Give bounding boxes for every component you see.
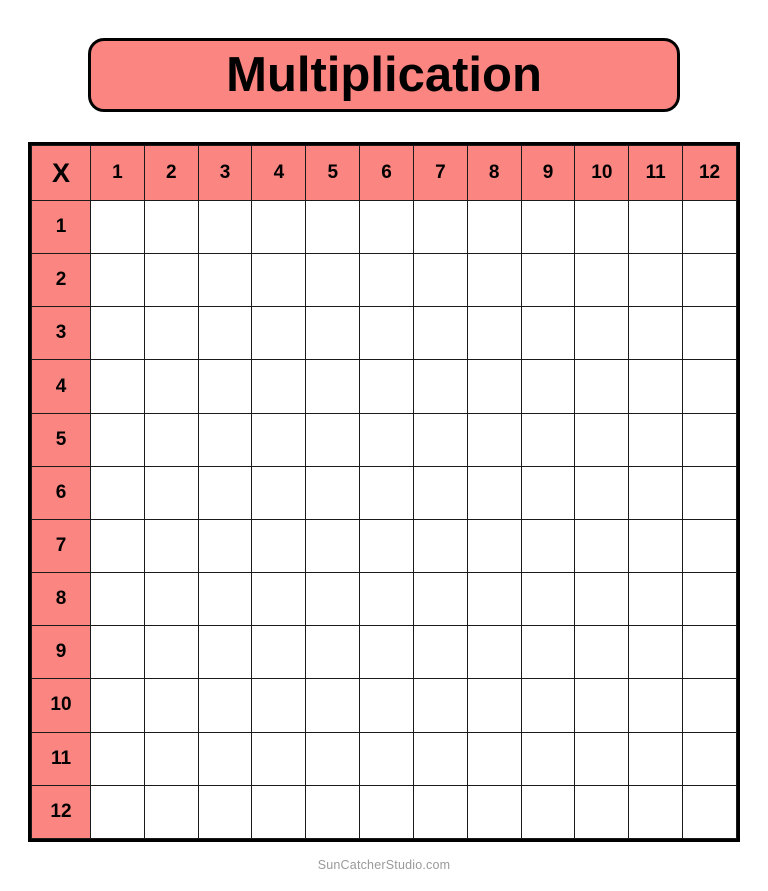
- grid-cell-7-4[interactable]: [252, 519, 306, 572]
- column-header-4: 4: [252, 146, 306, 201]
- grid-cell-9-8[interactable]: [467, 626, 521, 679]
- grid-cell-3-9[interactable]: [521, 307, 575, 360]
- grid-cell-6-9[interactable]: [521, 466, 575, 519]
- row-header-5: 5: [32, 413, 91, 466]
- row-header-4: 4: [32, 360, 91, 413]
- column-header-3: 3: [198, 146, 252, 201]
- grid-cell-5-1[interactable]: [91, 413, 145, 466]
- grid-cell-11-6[interactable]: [360, 732, 414, 785]
- grid-cell-11-4[interactable]: [252, 732, 306, 785]
- grid-cell-3-10[interactable]: [575, 307, 629, 360]
- column-header-7: 7: [413, 146, 467, 201]
- grid-cell-1-6[interactable]: [360, 201, 414, 254]
- grid-cell-9-5[interactable]: [306, 626, 360, 679]
- grid-cell-5-6[interactable]: [360, 413, 414, 466]
- table-row: [32, 201, 737, 254]
- column-header-11: 11: [629, 146, 683, 201]
- grid-cell-8-2[interactable]: [144, 573, 198, 626]
- grid-cell-10-12[interactable]: [683, 679, 737, 732]
- grid-cell-9-3[interactable]: [198, 626, 252, 679]
- grid-cell-6-2[interactable]: [144, 466, 198, 519]
- grid-cell-5-10[interactable]: [575, 413, 629, 466]
- grid-cell-11-9[interactable]: [521, 732, 575, 785]
- grid-cell-4-7[interactable]: [413, 360, 467, 413]
- page-title: Multiplication: [226, 47, 542, 102]
- row-header-9: 9: [32, 626, 91, 679]
- grid-cell-3-4[interactable]: [252, 307, 306, 360]
- grid-cell-8-1[interactable]: [91, 573, 145, 626]
- table-row: [32, 519, 737, 572]
- grid-cell-9-11[interactable]: [629, 626, 683, 679]
- row-header-2: 2: [32, 254, 91, 307]
- footer-attribution: SunCatcherStudio.com: [317, 858, 451, 872]
- grid-cell-9-2[interactable]: [144, 626, 198, 679]
- grid-cell-1-5[interactable]: [306, 201, 360, 254]
- grid-cell-3-7[interactable]: [413, 307, 467, 360]
- grid-cell-10-4[interactable]: [252, 679, 306, 732]
- grid-cell-4-4[interactable]: [252, 360, 306, 413]
- grid-cell-1-8[interactable]: [467, 201, 521, 254]
- grid-cell-12-10[interactable]: [575, 785, 629, 838]
- grid-cell-2-9[interactable]: [521, 254, 575, 307]
- grid-cell-5-9[interactable]: [521, 413, 575, 466]
- grid-cell-6-12[interactable]: [683, 466, 737, 519]
- table-row: [32, 626, 737, 679]
- grid-cell-9-4[interactable]: [252, 626, 306, 679]
- grid-cell-6-7[interactable]: [413, 466, 467, 519]
- grid-cell-5-11[interactable]: [629, 413, 683, 466]
- column-header-5: 5: [306, 146, 360, 201]
- grid-cell-3-12[interactable]: [683, 307, 737, 360]
- grid-cell-11-1[interactable]: [91, 732, 145, 785]
- grid-body: [32, 201, 737, 839]
- grid-cell-8-8[interactable]: [467, 573, 521, 626]
- grid-cell-2-3[interactable]: [198, 254, 252, 307]
- grid-cell-7-3[interactable]: [198, 519, 252, 572]
- table-row: [32, 413, 737, 466]
- grid-cell-4-10[interactable]: [575, 360, 629, 413]
- grid-cell-11-12[interactable]: [683, 732, 737, 785]
- grid-cell-11-5[interactable]: [306, 732, 360, 785]
- grid-cell-6-11[interactable]: [629, 466, 683, 519]
- grid-cell-2-6[interactable]: [360, 254, 414, 307]
- grid-cell-8-11[interactable]: [629, 573, 683, 626]
- grid-cell-9-9[interactable]: [521, 626, 575, 679]
- grid-cell-7-12[interactable]: [683, 519, 737, 572]
- column-header-2: 2: [144, 146, 198, 201]
- table-row: [32, 360, 737, 413]
- grid-cell-2-2[interactable]: [144, 254, 198, 307]
- grid-cell-3-11[interactable]: [629, 307, 683, 360]
- column-header-9: 9: [521, 146, 575, 201]
- grid-cell-7-5[interactable]: [306, 519, 360, 572]
- table-row: [32, 466, 737, 519]
- grid-cell-8-4[interactable]: [252, 573, 306, 626]
- grid-cell-5-7[interactable]: [413, 413, 467, 466]
- grid-cell-11-11[interactable]: [629, 732, 683, 785]
- grid-cell-12-4[interactable]: [252, 785, 306, 838]
- grid-cell-8-12[interactable]: [683, 573, 737, 626]
- grid-cell-3-6[interactable]: [360, 307, 414, 360]
- grid-cell-12-7[interactable]: [413, 785, 467, 838]
- grid-cell-10-3[interactable]: [198, 679, 252, 732]
- grid-cell-7-1[interactable]: [91, 519, 145, 572]
- column-header-6: 6: [360, 146, 414, 201]
- grid-cell-11-8[interactable]: [467, 732, 521, 785]
- grid-cell-1-10[interactable]: [575, 201, 629, 254]
- grid-cell-12-8[interactable]: [467, 785, 521, 838]
- grid-cell-1-11[interactable]: [629, 201, 683, 254]
- grid-cell-3-2[interactable]: [144, 307, 198, 360]
- grid-cell-6-5[interactable]: [306, 466, 360, 519]
- grid-cell-9-7[interactable]: [413, 626, 467, 679]
- grid-cell-2-5[interactable]: [306, 254, 360, 307]
- multiplication-grid-container: [28, 142, 740, 842]
- grid-cell-12-12[interactable]: [683, 785, 737, 838]
- grid-cell-12-1[interactable]: [91, 785, 145, 838]
- row-header-1: 1: [32, 201, 91, 254]
- grid-cell-2-8[interactable]: [467, 254, 521, 307]
- grid-cell-5-2[interactable]: [144, 413, 198, 466]
- grid-cell-7-8[interactable]: [467, 519, 521, 572]
- grid-cell-6-8[interactable]: [467, 466, 521, 519]
- grid-cell-11-10[interactable]: [575, 732, 629, 785]
- grid-cell-1-7[interactable]: [413, 201, 467, 254]
- grid-cell-12-3[interactable]: [198, 785, 252, 838]
- grid-cell-8-5[interactable]: [306, 573, 360, 626]
- table-row: [32, 254, 737, 307]
- grid-cell-3-5[interactable]: [306, 307, 360, 360]
- grid-cell-2-1[interactable]: [91, 254, 145, 307]
- grid-cell-9-12[interactable]: [683, 626, 737, 679]
- table-row: [32, 573, 737, 626]
- grid-cell-8-6[interactable]: [360, 573, 414, 626]
- grid-header-row: [32, 146, 737, 201]
- grid-cell-12-5[interactable]: [306, 785, 360, 838]
- grid-cell-10-8[interactable]: [467, 679, 521, 732]
- grid-cell-5-4[interactable]: [252, 413, 306, 466]
- column-header-1: 1: [91, 146, 145, 201]
- grid-cell-5-3[interactable]: [198, 413, 252, 466]
- grid-cell-3-3[interactable]: [198, 307, 252, 360]
- grid-cell-10-10[interactable]: [575, 679, 629, 732]
- grid-cell-3-8[interactable]: [467, 307, 521, 360]
- grid-cell-4-2[interactable]: [144, 360, 198, 413]
- grid-cell-1-1[interactable]: [91, 201, 145, 254]
- grid-cell-4-6[interactable]: [360, 360, 414, 413]
- grid-cell-12-2[interactable]: [144, 785, 198, 838]
- grid-cell-7-10[interactable]: [575, 519, 629, 572]
- title-banner: [88, 38, 680, 112]
- grid-cell-2-11[interactable]: [629, 254, 683, 307]
- grid-cell-3-1[interactable]: [91, 307, 145, 360]
- grid-cell-7-7[interactable]: [413, 519, 467, 572]
- grid-cell-11-7[interactable]: [413, 732, 467, 785]
- grid-cell-5-12[interactable]: [683, 413, 737, 466]
- grid-cell-4-12[interactable]: [683, 360, 737, 413]
- grid-cell-9-10[interactable]: [575, 626, 629, 679]
- title-banner-wrapper: [88, 38, 680, 112]
- grid-cell-12-6[interactable]: [360, 785, 414, 838]
- grid-cell-5-5[interactable]: [306, 413, 360, 466]
- grid-cell-8-9[interactable]: [521, 573, 575, 626]
- grid-cell-10-6[interactable]: [360, 679, 414, 732]
- table-row: [32, 785, 737, 838]
- grid-cell-10-2[interactable]: [144, 679, 198, 732]
- grid-cell-8-3[interactable]: [198, 573, 252, 626]
- grid-header-row-group: [32, 146, 737, 201]
- table-row: [32, 732, 737, 785]
- column-header-12: 12: [683, 146, 737, 201]
- grid-cell-11-2[interactable]: [144, 732, 198, 785]
- grid-cell-6-3[interactable]: [198, 466, 252, 519]
- row-header-8: 8: [32, 573, 91, 626]
- grid-cell-4-11[interactable]: [629, 360, 683, 413]
- column-header-10: 10: [575, 146, 629, 201]
- table-row: [32, 307, 737, 360]
- grid-cell-4-1[interactable]: [91, 360, 145, 413]
- grid-cell-12-9[interactable]: [521, 785, 575, 838]
- grid-cell-10-1[interactable]: [91, 679, 145, 732]
- row-header-12: 12: [32, 785, 91, 838]
- grid-cell-9-6[interactable]: [360, 626, 414, 679]
- grid-cell-10-7[interactable]: [413, 679, 467, 732]
- grid-cell-4-9[interactable]: [521, 360, 575, 413]
- grid-cell-2-7[interactable]: [413, 254, 467, 307]
- grid-cell-1-4[interactable]: [252, 201, 306, 254]
- grid-cell-2-10[interactable]: [575, 254, 629, 307]
- grid-cell-11-3[interactable]: [198, 732, 252, 785]
- grid-cell-2-4[interactable]: [252, 254, 306, 307]
- grid-cell-1-2[interactable]: [144, 201, 198, 254]
- grid-cell-1-12[interactable]: [683, 201, 737, 254]
- row-header-11: 11: [32, 732, 91, 785]
- grid-cell-1-3[interactable]: [198, 201, 252, 254]
- grid-cell-4-5[interactable]: [306, 360, 360, 413]
- grid-cell-4-8[interactable]: [467, 360, 521, 413]
- grid-cell-9-1[interactable]: [91, 626, 145, 679]
- grid-cell-2-12[interactable]: [683, 254, 737, 307]
- grid-cell-7-2[interactable]: [144, 519, 198, 572]
- grid-cell-8-10[interactable]: [575, 573, 629, 626]
- grid-cell-6-4[interactable]: [252, 466, 306, 519]
- column-header-8: 8: [467, 146, 521, 201]
- row-header-6: 6: [32, 466, 91, 519]
- grid-cell-1-9[interactable]: [521, 201, 575, 254]
- grid-cell-8-7[interactable]: [413, 573, 467, 626]
- grid-cell-6-6[interactable]: [360, 466, 414, 519]
- grid-cell-7-9[interactable]: [521, 519, 575, 572]
- row-header-3: 3: [32, 307, 91, 360]
- grid-corner-cell: X: [32, 146, 91, 201]
- multiplication-grid: [31, 145, 737, 839]
- grid-cell-10-11[interactable]: [629, 679, 683, 732]
- grid-cell-12-11[interactable]: [629, 785, 683, 838]
- grid-cell-6-10[interactable]: [575, 466, 629, 519]
- row-header-10: 10: [32, 679, 91, 732]
- grid-cell-5-8[interactable]: [467, 413, 521, 466]
- grid-cell-10-9[interactable]: [521, 679, 575, 732]
- grid-cell-7-6[interactable]: [360, 519, 414, 572]
- table-row: [32, 679, 737, 732]
- grid-cell-4-3[interactable]: [198, 360, 252, 413]
- grid-cell-6-1[interactable]: [91, 466, 145, 519]
- grid-cell-10-5[interactable]: [306, 679, 360, 732]
- grid-cell-7-11[interactable]: [629, 519, 683, 572]
- row-header-7: 7: [32, 519, 91, 572]
